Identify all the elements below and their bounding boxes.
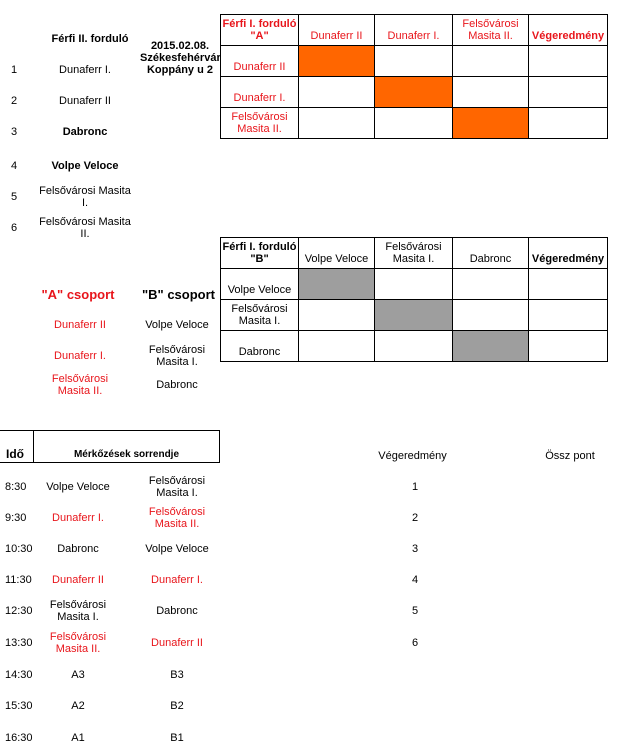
table-header-row bbox=[221, 238, 608, 269]
column-header: Volpe Veloce bbox=[299, 238, 375, 269]
group-a-team: Dunaferr I. bbox=[54, 350, 106, 362]
match-away-team: B1 bbox=[170, 732, 184, 744]
score-cell bbox=[299, 300, 375, 331]
time-header: Idő bbox=[6, 447, 24, 461]
match-away-team: Volpe Veloce bbox=[145, 543, 209, 555]
group-b-label: "B" csoport bbox=[142, 287, 215, 302]
score-cell bbox=[529, 331, 608, 362]
match-home-team: Volpe Veloce bbox=[46, 481, 110, 493]
match-time: 8:30 bbox=[5, 481, 27, 493]
self-match-cell bbox=[375, 300, 453, 331]
match-home-team: Dabronc bbox=[57, 543, 99, 555]
event-venue: Koppány u 2 bbox=[146, 64, 213, 76]
score-cell bbox=[299, 108, 375, 139]
score-cell bbox=[529, 77, 608, 108]
score-cell bbox=[299, 331, 375, 362]
self-match-cell bbox=[375, 77, 453, 108]
team-name: Dunaferr I. bbox=[59, 64, 111, 76]
match-home-team: A2 bbox=[71, 700, 85, 712]
match-time: 12:30 bbox=[5, 605, 33, 617]
match-away-team: Felsővárosi Masita II. bbox=[148, 506, 206, 530]
group-b-team: Dabronc bbox=[156, 379, 198, 391]
points-header: Össz pont bbox=[545, 450, 595, 462]
table-row bbox=[221, 331, 608, 362]
row-header: Volpe Veloce bbox=[221, 269, 299, 300]
match-time: 11:30 bbox=[5, 574, 32, 586]
match-time: 9:30 bbox=[5, 512, 27, 524]
column-header: Dunaferr I. bbox=[375, 15, 453, 46]
column-header: Dunaferr II bbox=[299, 15, 375, 46]
match-away-team: B3 bbox=[170, 669, 184, 681]
self-match-cell bbox=[299, 46, 375, 77]
row-header: Dunaferr II bbox=[221, 46, 299, 77]
group-b-team: Volpe Veloce bbox=[145, 319, 209, 331]
table-header-row bbox=[221, 15, 608, 46]
team-number: 6 bbox=[11, 222, 18, 234]
table-row bbox=[221, 108, 608, 139]
team-name: Dabronc bbox=[62, 126, 108, 138]
self-match-cell bbox=[453, 108, 529, 139]
row-header: Dunaferr I. bbox=[221, 77, 299, 108]
match-time: 16:30 bbox=[5, 732, 33, 744]
match-time: 14:30 bbox=[5, 669, 33, 681]
row-header: Felsővárosi Masita I. bbox=[221, 300, 299, 331]
team-number: 5 bbox=[11, 191, 18, 203]
match-home-team: Felsővárosi Masita II. bbox=[49, 631, 107, 655]
final-place: 1 bbox=[411, 481, 419, 493]
final-place: 6 bbox=[411, 637, 419, 649]
score-cell bbox=[375, 108, 453, 139]
score-cell bbox=[375, 269, 453, 300]
score-cell bbox=[453, 77, 529, 108]
table-row bbox=[221, 269, 608, 300]
match-away-team: Felsővárosi Masita I. bbox=[148, 475, 206, 499]
match-time: 13:30 bbox=[5, 637, 33, 649]
final-place: 2 bbox=[411, 512, 419, 524]
event-info bbox=[140, 40, 220, 76]
event-city: Székesfehérvár bbox=[140, 52, 221, 64]
score-cell bbox=[453, 300, 529, 331]
match-home-team: Felsővárosi Masita I. bbox=[49, 599, 107, 623]
matches-header: Mérkőzések sorrendje bbox=[73, 449, 180, 460]
table-corner: Férfi I. forduló "B" bbox=[221, 238, 299, 269]
team-name: Felsővárosi Masita II. bbox=[39, 216, 131, 240]
score-cell bbox=[375, 46, 453, 77]
row-header: Dabronc bbox=[221, 331, 299, 362]
team-number: 3 bbox=[11, 126, 18, 138]
team-number: 1 bbox=[11, 64, 18, 76]
row-header: Felsővárosi Masita II. bbox=[221, 108, 299, 139]
match-time: 15:30 bbox=[5, 700, 33, 712]
table-corner: Férfi I. forduló "A" bbox=[221, 15, 299, 46]
self-match-cell bbox=[299, 269, 375, 300]
group-a-team: Dunaferr II bbox=[54, 319, 106, 331]
round-title: Férfi II. forduló bbox=[51, 33, 129, 45]
score-cell bbox=[529, 46, 608, 77]
result-column-header: Végeredmény bbox=[529, 15, 608, 46]
team-number: 2 bbox=[11, 95, 18, 107]
match-home-team: A1 bbox=[71, 732, 85, 744]
final-place: 4 bbox=[411, 574, 419, 586]
table-row bbox=[221, 300, 608, 331]
score-cell bbox=[453, 269, 529, 300]
group-a-team: Felsővárosi Masita II. bbox=[51, 373, 109, 397]
group-a-label: "A" csoport bbox=[41, 287, 115, 302]
team-name: Felsővárosi Masita I. bbox=[39, 185, 131, 209]
table-row bbox=[221, 46, 608, 77]
score-cell bbox=[529, 300, 608, 331]
match-away-team: Dunaferr I. bbox=[151, 574, 203, 586]
final-place: 5 bbox=[411, 605, 419, 617]
match-home-team: A3 bbox=[71, 669, 85, 681]
team-name: Volpe Veloce bbox=[51, 160, 119, 172]
group-b-team: Felsővárosi Masita I. bbox=[148, 344, 206, 368]
column-header: Dabronc bbox=[453, 238, 529, 269]
match-away-team: Dabronc bbox=[156, 605, 198, 617]
self-match-cell bbox=[453, 331, 529, 362]
column-header: Felsővárosi Masita I. bbox=[375, 238, 453, 269]
event-date: 2015.02.08. bbox=[150, 40, 210, 52]
team-number: 4 bbox=[11, 160, 18, 172]
match-away-team: Dunaferr II bbox=[151, 637, 203, 649]
score-cell bbox=[453, 46, 529, 77]
group-b-table bbox=[220, 237, 608, 362]
team-name: Dunaferr II bbox=[59, 95, 111, 107]
result-header: Végeredmény bbox=[378, 450, 447, 462]
final-place: 3 bbox=[411, 543, 419, 555]
match-away-team: B2 bbox=[170, 700, 184, 712]
schedule-header bbox=[0, 430, 220, 463]
match-home-team: Dunaferr II bbox=[52, 574, 104, 586]
table-row bbox=[221, 77, 608, 108]
group-a-table bbox=[220, 14, 608, 139]
column-header: Felsővárosi Masita II. bbox=[453, 15, 529, 46]
score-cell bbox=[529, 108, 608, 139]
match-time: 10:30 bbox=[5, 543, 33, 555]
score-cell bbox=[375, 331, 453, 362]
score-cell bbox=[299, 77, 375, 108]
score-cell bbox=[529, 269, 608, 300]
match-home-team: Dunaferr I. bbox=[52, 512, 104, 524]
result-column-header: Végeredmény bbox=[529, 238, 608, 269]
